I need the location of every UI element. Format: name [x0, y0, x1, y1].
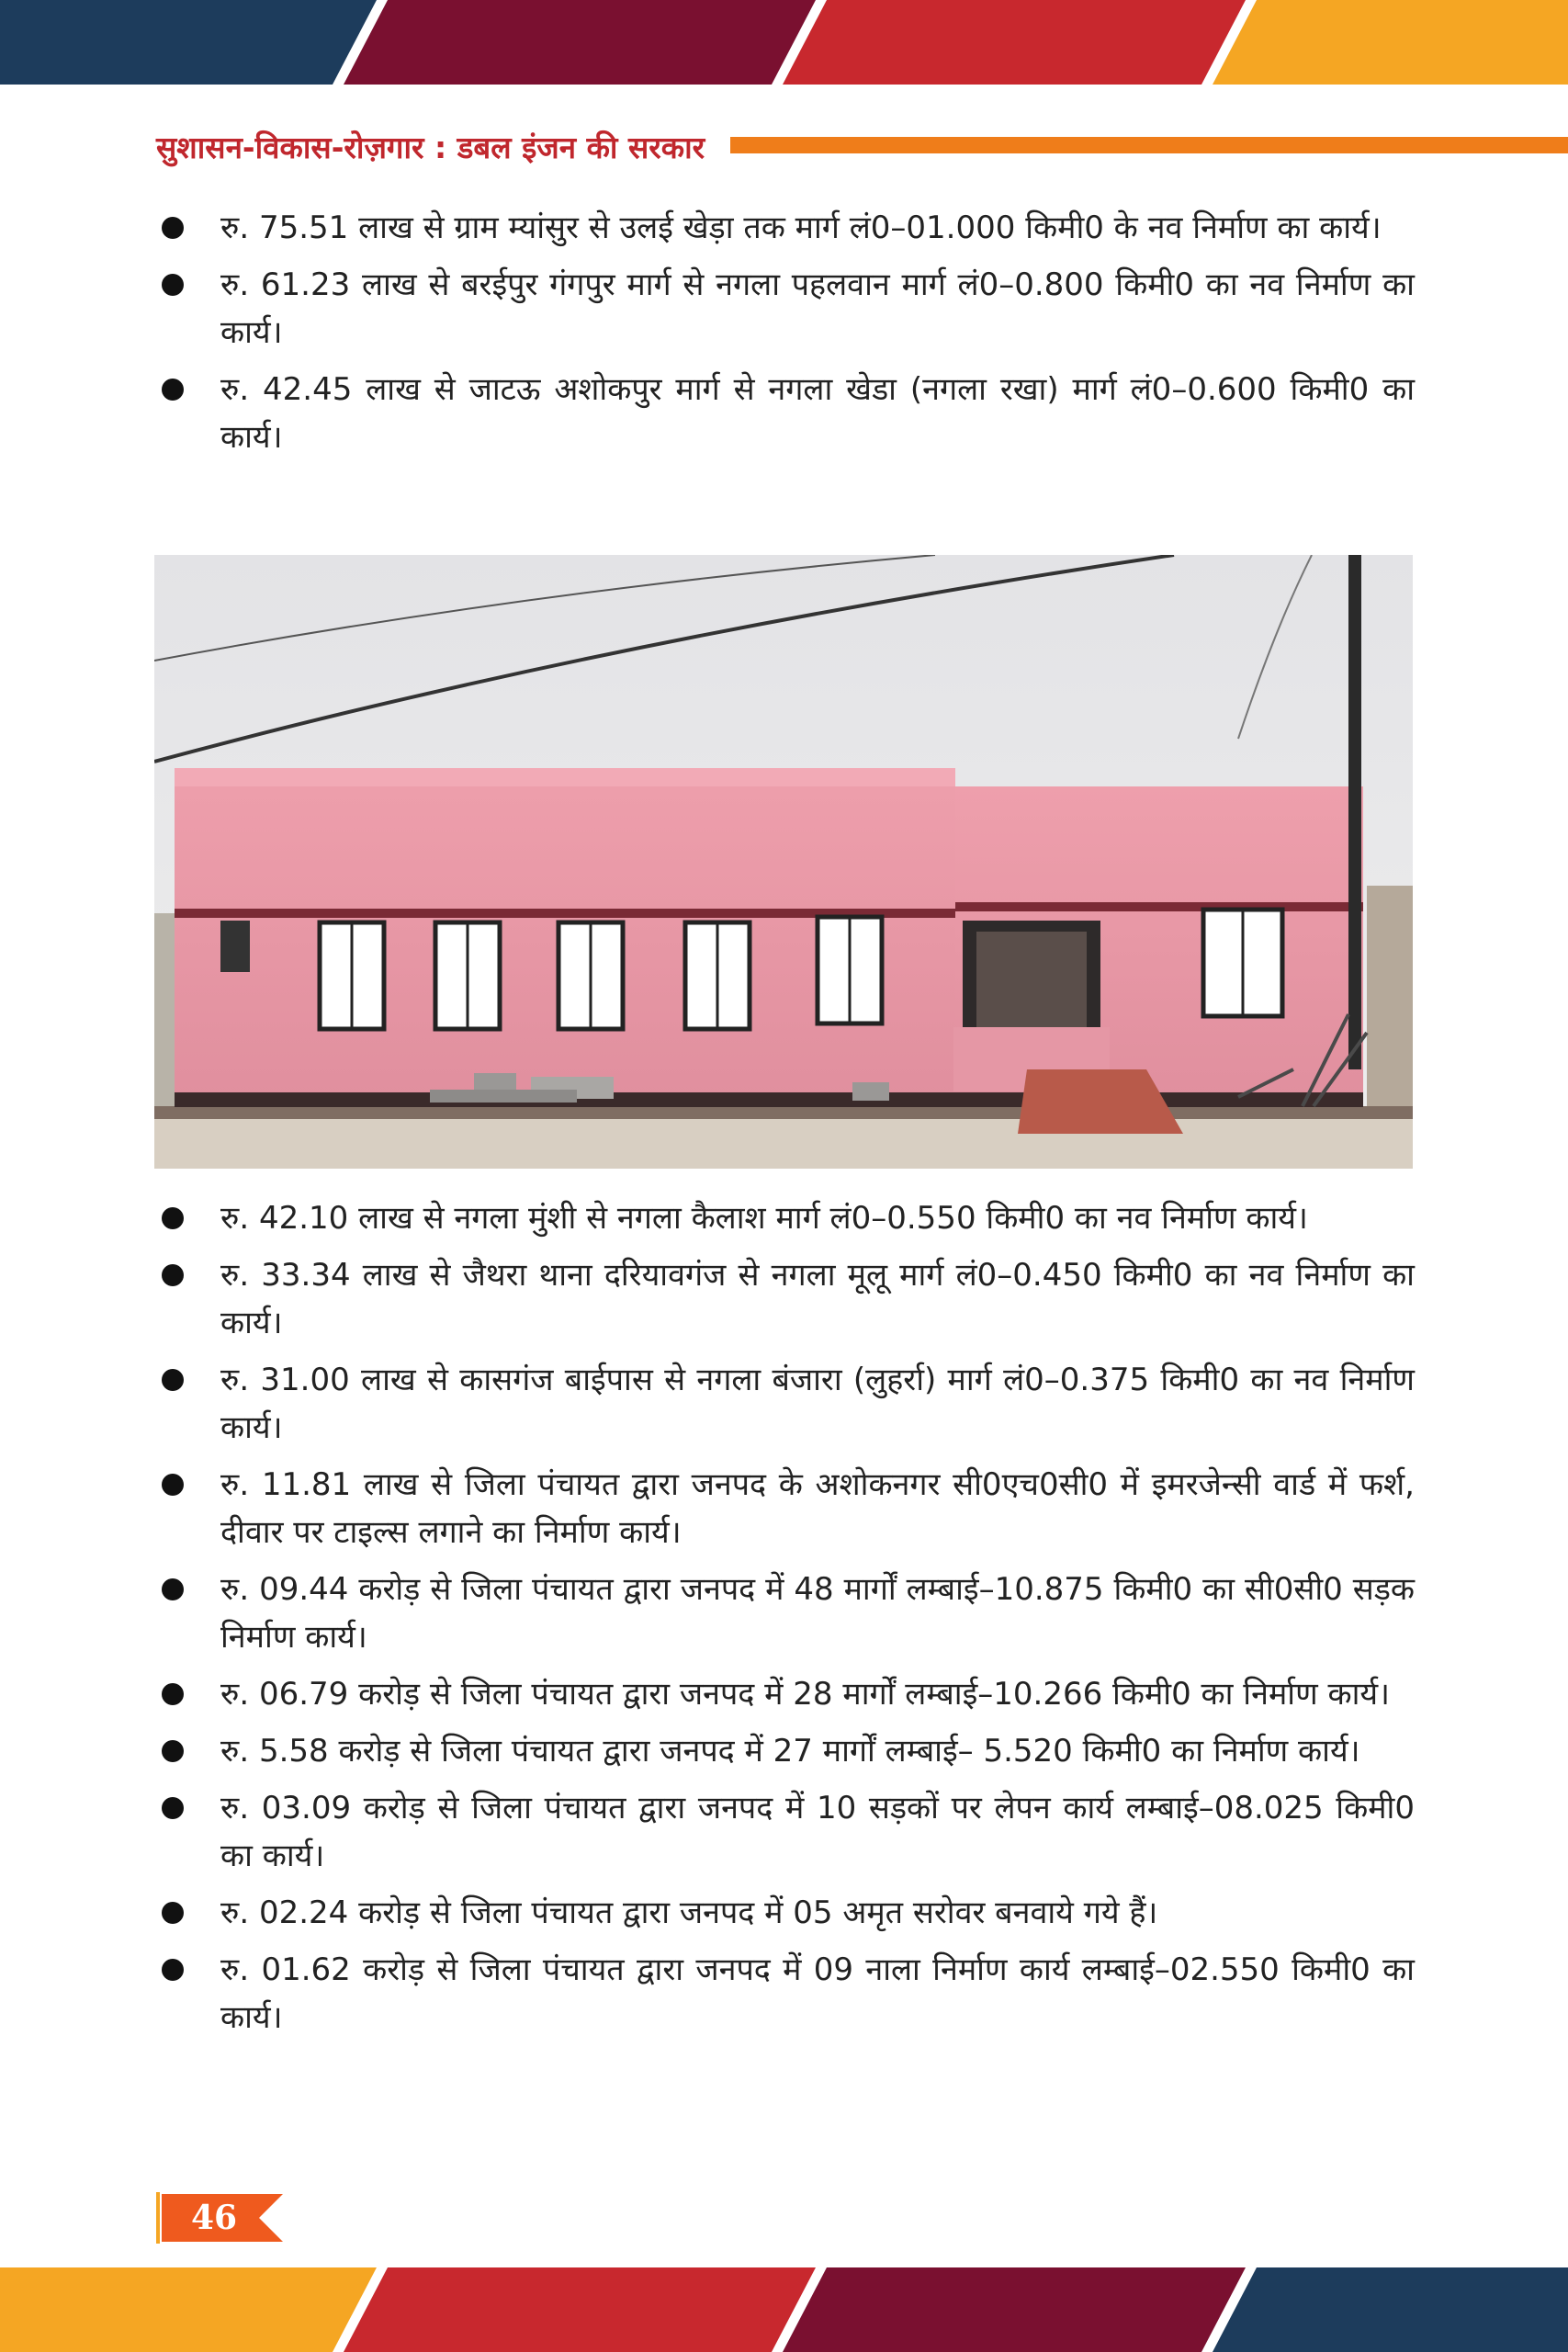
- list-item: रु. 31.00 लाख से कासगंज बाईपास से नगला बंजारा (लुहर्रा) मार्ग लं0–0.375 किमी0 का नव निर्माण कार्य।: [156, 1356, 1415, 1452]
- list-item: रु. 09.44 करोड़ से जिला पंचायत द्वारा जनपद में 48 मार्गों लम्बाई–10.875 किमी0 का सी0सी0 सड़क निर्माण कार्य।: [156, 1566, 1415, 1661]
- bullet-icon: [162, 1578, 184, 1600]
- bullet-icon: [162, 217, 184, 239]
- bullet-icon: [162, 1683, 184, 1705]
- bullet-icon: [162, 1740, 184, 1762]
- bullet-icon: [162, 1207, 184, 1229]
- running-header: [156, 127, 1415, 169]
- project-list-top: [156, 204, 1415, 470]
- list-item: रु. 42.45 लाख से जाटऊ अशोकपुर मार्ग से नगला खेडा (नगला रखा) मार्ग लं0–0.600 किमी0 का कार्य।: [156, 366, 1415, 461]
- bullet-icon: [162, 1474, 184, 1496]
- bottom-color-band: [0, 2267, 1568, 2352]
- list-item: रु. 02.24 करोड़ से जिला पंचायत द्वारा जनपद में 05 अमृत सरोवर बनवाये गये हैं।: [156, 1889, 1415, 1937]
- project-list-bottom: [156, 1194, 1415, 2051]
- list-item: रु. 5.58 करोड़ से जिला पंचायत द्वारा जनपद में 27 मार्गों लम्बाई– 5.520 किमी0 का निर्माण कार्य।: [156, 1727, 1415, 1775]
- top-color-band: [0, 0, 1568, 85]
- list-item: रु. 01.62 करोड़ से जिला पंचायत द्वारा जनपद में 09 नाला निर्माण कार्य लम्बाई–02.550 किमी0 का कार्य।: [156, 1946, 1415, 2041]
- list-item: रु. 33.34 लाख से जैथरा थाना दरियावगंज से नगला मूलू मार्ग लं0–0.450 किमी0 का नव निर्माण का कार्य।: [156, 1251, 1415, 1347]
- bullet-icon: [162, 1959, 184, 1981]
- building-photo: [154, 555, 1413, 1169]
- bullet-icon: [162, 274, 184, 296]
- list-item: रु. 75.51 लाख से ग्राम म्यांसुर से उलई खेड़ा तक मार्ग लं0–01.000 किमी0 के नव निर्माण का कार्य।: [156, 204, 1415, 252]
- list-item: रु. 61.23 लाख से बरईपुर गंगपुर मार्ग से नगला पहलवान मार्ग लं0–0.800 किमी0 का नव निर्माण का कार्य।: [156, 261, 1415, 356]
- list-item: रु. 11.81 लाख से जिला पंचायत द्वारा जनपद के अशोकनगर सी0एच0सी0 में इमरजेन्सी वार्ड में फर्श, दीवार पर टाइल्स लगाने का निर्माण कार्य।: [156, 1461, 1415, 1556]
- bullet-icon: [162, 379, 184, 401]
- list-item: रु. 42.10 लाख से नगला मुंशी से नगला कैलाश मार्ग लं0–0.550 किमी0 का नव निर्माण कार्य।: [156, 1194, 1415, 1242]
- bullet-icon: [162, 1264, 184, 1286]
- page-number: 46: [191, 2199, 238, 2237]
- bullet-icon: [162, 1797, 184, 1819]
- page-number-tag: [156, 2192, 285, 2244]
- list-item: रु. 03.09 करोड़ से जिला पंचायत द्वारा जनपद में 10 सड़कों पर लेपन कार्य लम्बाई–08.025 किमी0 का कार्य।: [156, 1784, 1415, 1880]
- bullet-icon: [162, 1369, 184, 1391]
- bullet-icon: [162, 1902, 184, 1924]
- header-rule: [730, 137, 1568, 153]
- header-title: सुशासन-विकास-रोज़गार : डबल इंजन की सरकार: [156, 130, 705, 165]
- list-item: रु. 06.79 करोड़ से जिला पंचायत द्वारा जनपद में 28 मार्गों लम्बाई–10.266 किमी0 का निर्माण कार्य।: [156, 1670, 1415, 1718]
